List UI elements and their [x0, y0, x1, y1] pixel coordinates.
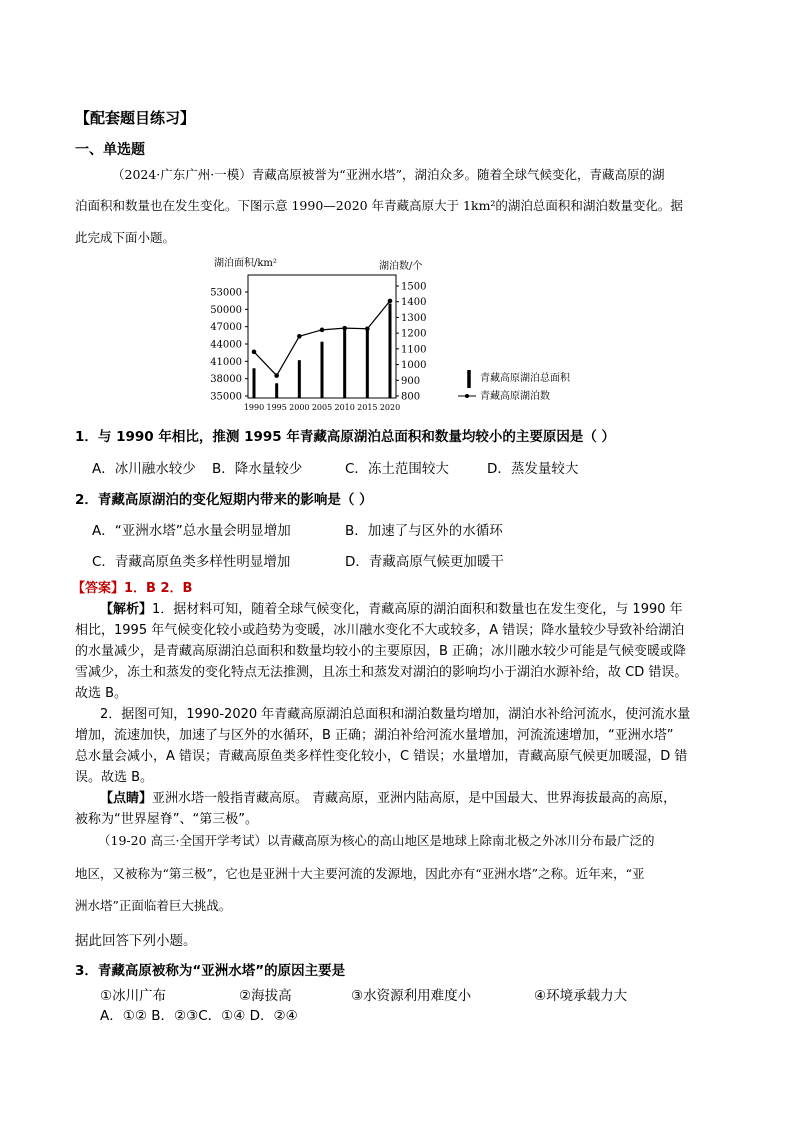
q3-item-4: ④环境承载力大: [534, 988, 628, 1004]
analysis-a2: 相比，1995 年气候变化较小或趋势为变暖，冰川融水变化不大或较多，A 错误；降水量较少导致补给湖泊: [75, 623, 685, 638]
q1-stem: 1．与 1990 年相比，推测 1995 年青藏高原湖泊总面积和数量均较小的主要原因是（ ）: [75, 429, 616, 445]
q3-item-1: ①冰川广布: [100, 988, 167, 1004]
analysis-b2: 增加，流速加快，加速了与区外的水循环，B 正确；湖泊补给河流水量增加，河流流速增加，“亚洲水塔”: [75, 728, 674, 743]
right-tick-label-0: 1500: [401, 281, 427, 293]
q2-stem: 2．青藏高原湖泊的变化短期内带来的影响是（ ）: [75, 492, 373, 508]
q2-option-c[interactable]: C．青藏高原鱼类多样性明显增加: [92, 554, 291, 570]
legend-line-marker: [465, 394, 469, 398]
lake-chart: [200, 248, 600, 420]
analysis-a4: 雪减少，冻土和蒸发的变化特点无法推测，且冻土和蒸发对湖泊的影响均小于湖泊水源补给，故 CD 错误。: [75, 665, 688, 680]
left-axis-title: 湖泊面积/km²: [214, 258, 277, 269]
tip-text2: 被称为“世界屋脊”、“第三极”。: [75, 812, 258, 827]
intro2-line3: 洲水塔”正面临着巨大挑战。: [75, 898, 232, 913]
tip-line1: [100, 787, 676, 806]
analysis-label: 【解析】: [100, 602, 153, 617]
lake-count-point-2010: [342, 326, 347, 331]
area-bar-1995: [275, 383, 278, 398]
right-tick-label-4: 1100: [401, 344, 427, 356]
analysis-b4: 误。故选 B。: [75, 770, 154, 785]
left-tick-label-3: 44000: [210, 339, 242, 351]
analysis-a1: 1．据材料可知，随着全球气候变化，青藏高原的湖泊面积和数量也在发生变化，与 1990 年: [152, 602, 683, 617]
q3-options[interactable]: A．①② B．②③C．①④ D．②④: [100, 1008, 298, 1024]
legend-line-label: 青藏高原湖泊数: [480, 391, 550, 402]
area-bar-2010: [343, 328, 346, 398]
analysis-b3: 总水量会减小，A 错误；青藏高原鱼类多样性变化较小，C 错误；水量增加，青藏高原气候更加暖湿，D 错: [75, 749, 688, 764]
x-label-2005: 2005: [311, 403, 333, 412]
legend-bar-label: 青藏高原湖泊总面积: [480, 373, 570, 384]
answer-text: 1．B 2．B: [124, 581, 193, 596]
left-tick-label-2: 47000: [210, 322, 242, 334]
q2-option-d[interactable]: D．青藏高原气候更加暖干: [345, 554, 504, 570]
subhead-single-choice: 一、单选题: [75, 142, 145, 158]
q1-option-d[interactable]: D．蒸发量较大: [487, 461, 579, 477]
q2-option-b[interactable]: B．加速了与区外的水循环: [345, 523, 503, 539]
q1-option-a[interactable]: A．冰川融水较少: [92, 461, 196, 477]
section-title: 【配套题目练习】: [75, 109, 196, 127]
lake-count-point-1990: [252, 350, 257, 355]
answer-line: [72, 577, 192, 596]
q1-option-b[interactable]: B．降水量较少: [212, 461, 303, 477]
x-label-2015: 2015: [357, 403, 378, 412]
x-label-1990: 1990: [243, 403, 265, 412]
left-ticks: [210, 288, 248, 403]
area-bar-2015: [366, 330, 369, 398]
lake-count-point-2020: [388, 299, 393, 304]
intro2-line1: （19-20 高三·全国开学考试）以青藏高原为核心的高山地区是地球上除南北极之外冰川分布最广泛的: [98, 833, 655, 848]
intro2-line4: 据此回答下列小题。: [75, 933, 197, 949]
right-tick-label-5: 1000: [401, 360, 427, 372]
left-tick-label-4: 41000: [210, 356, 242, 368]
right-tick-label-1: 1400: [401, 297, 427, 309]
tip-label: 【点睛】: [100, 791, 153, 806]
q2-option-a[interactable]: A．“亚洲水塔”总水量会明显增加: [92, 523, 291, 539]
q3-stem: 3．青藏高原被称为“亚洲水塔”的原因主要是: [75, 963, 346, 979]
left-tick-label-5: 38000: [210, 374, 242, 386]
area-bar-1990: [253, 368, 256, 398]
x-label-2020: 2020: [379, 403, 401, 412]
x-label-2010: 2010: [334, 403, 355, 412]
q3-item-2: ②海拔高: [239, 988, 292, 1004]
left-tick-label-6: 35000: [210, 391, 242, 403]
tip-text1: 亚洲水塔一般指青藏高原。 青藏高原，亚洲内陆高原，是中国最大、世界海拔最高的高原，: [152, 791, 677, 806]
right-tick-label-2: 1300: [401, 312, 427, 324]
analysis-line1: [100, 598, 683, 617]
right-tick-label-7: 800: [401, 391, 421, 403]
right-ticks: [396, 282, 426, 403]
intro1-line2: 泊面积和数量也在发生变化。下图示意 1990—2020 年青藏高原大于 1km²的湖泊总面积和湖泊数量变化。据: [75, 198, 683, 213]
lake-count-point-2005: [320, 328, 325, 333]
left-tick-label-1: 50000: [210, 304, 242, 316]
area-bars: [253, 304, 392, 398]
area-bar-2000: [298, 360, 301, 398]
analysis-a5: 故选 B。: [75, 686, 128, 701]
right-tick-label-6: 900: [401, 375, 421, 387]
left-tick-label-0: 53000: [210, 287, 242, 299]
right-axis-title: 湖泊数/个: [379, 261, 423, 272]
x-label-2000: 2000: [289, 403, 310, 412]
analysis-b1: 2．据图可知，1990-2020 年青藏高原湖泊总面积和湖泊数量均增加，湖泊水补给河流水，使河流水量: [100, 707, 691, 722]
area-bar-2005: [321, 342, 324, 398]
q1-option-c[interactable]: C．冻土范围较大: [345, 461, 449, 477]
lake-count-point-2015: [365, 326, 370, 331]
intro1-line3: 此完成下面小题。: [75, 230, 176, 245]
x-labels: [244, 403, 400, 412]
analysis-a3: 的水量减少，是青藏高原湖泊总面积和数量均较小的主要原因，B 正确；冰川融水较少可能是气候变暖或降: [75, 644, 687, 659]
lake-count-point-1995: [274, 373, 279, 378]
right-tick-label-3: 1200: [401, 328, 427, 340]
answer-label: 【答案】: [72, 581, 125, 596]
q3-item-3: ③水资源利用难度小: [351, 988, 472, 1004]
intro1-line1: （2024·广东广州·一模）青藏高原被誉为“亚洲水塔”，湖泊众多。随着全球气候变化，青藏高原的湖: [112, 167, 665, 182]
intro2-line2: 地区，又被称为“第三极”，它也是亚洲十大主要河流的发源地，因此亦有“亚洲水塔”之称。近年来，“亚: [75, 866, 645, 881]
lake-count-point-2000: [297, 334, 302, 339]
x-label-1995: 1995: [266, 403, 287, 412]
area-bar-2020: [389, 304, 392, 398]
